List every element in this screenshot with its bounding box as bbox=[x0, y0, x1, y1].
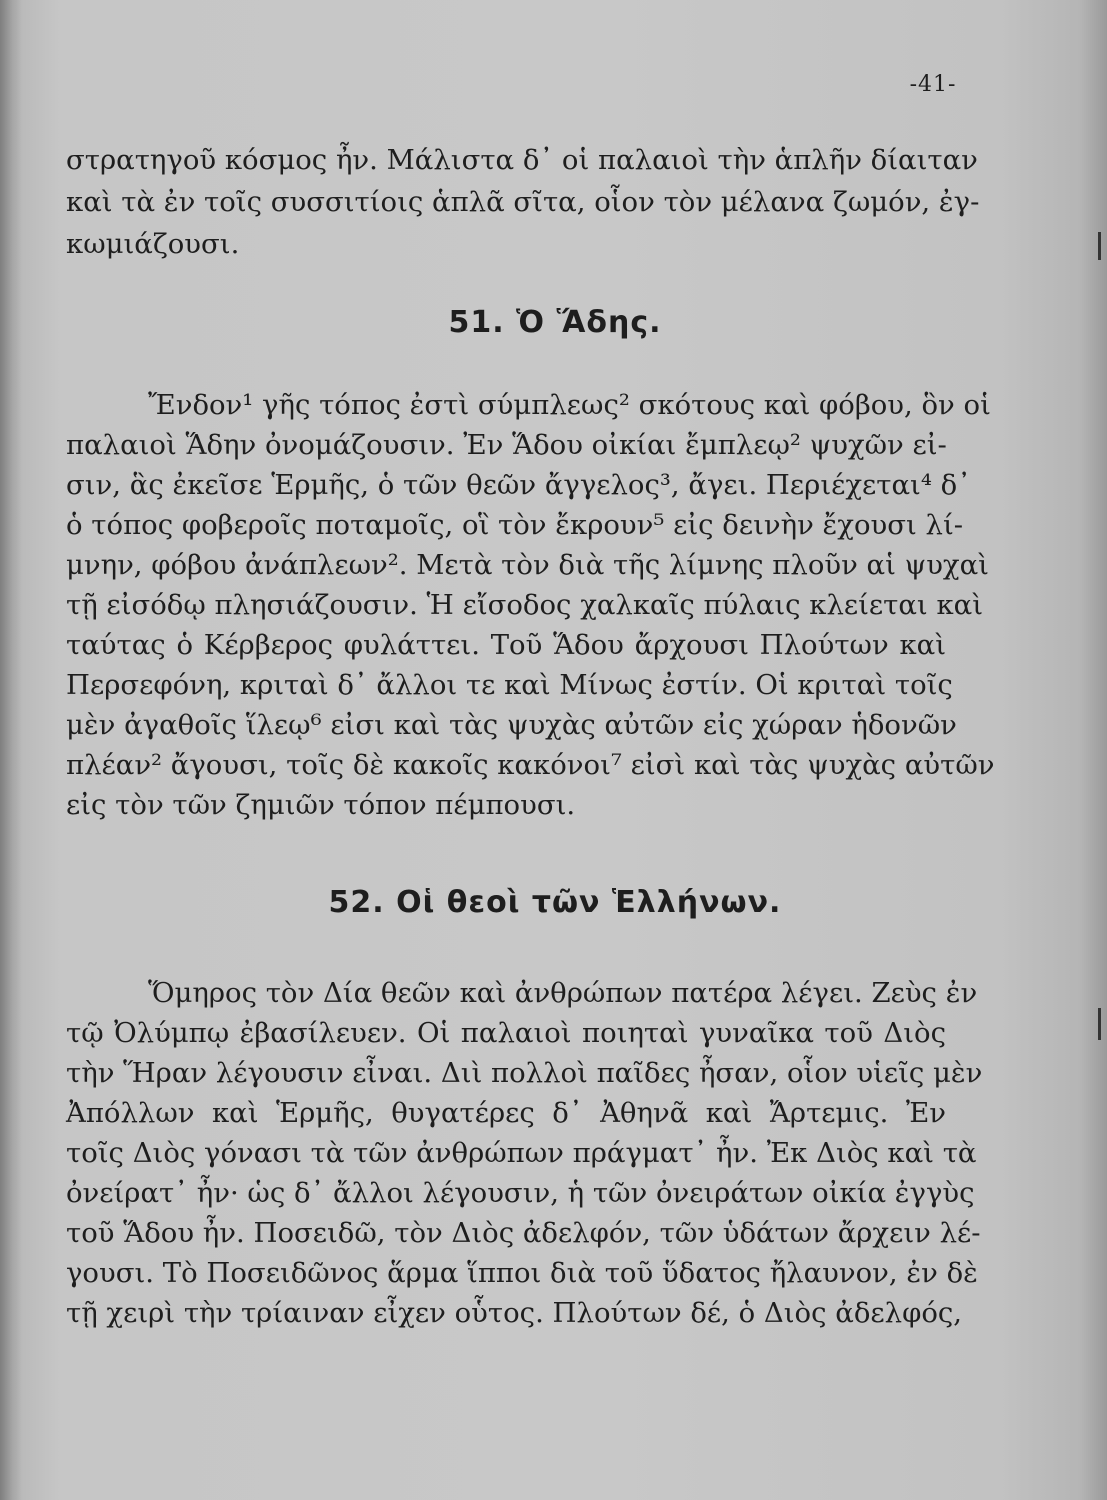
section-heading: 51. Ὁ Ἅδης. bbox=[448, 305, 662, 340]
text-line: τῇ εἰσόδῳ πλησιάζουσιν. Ἡ εἴσοδος χαλκαῖς πύλαις κλείεται καὶ bbox=[66, 589, 983, 621]
margin-mark bbox=[1098, 232, 1101, 260]
page-number: -41- bbox=[909, 72, 957, 97]
text-line: καὶ τὰ ἐν τοῖς συσσιτίοις ἁπλᾶ σῖτα, οἷον τὸν μέλανα ζωμόν, ἐγ- bbox=[66, 186, 980, 218]
text-line: ὀνείρατ᾽ ἦν· ὡς δ᾽ ἄλλοι λέγουσιν, ἡ τῶν ὀνειράτων οἰκία ἐγγὺς bbox=[66, 1177, 975, 1209]
text-line: τὴν Ἥραν λέγουσιν εἶναι. Διὶ πολλοὶ παῖδες ἦσαν, οἷον υἱεῖς μὲν bbox=[66, 1057, 983, 1089]
text-line: κωμιάζουσι. bbox=[66, 228, 240, 260]
text-line: εἰς τὸν τῶν ζημιῶν τόπον πέμπουσι. bbox=[66, 789, 576, 821]
text-line: Ὅμηρος τὸν Δία θεῶν καὶ ἀνθρώπων πατέρα λέγει. Ζεὺς ἐν bbox=[148, 977, 978, 1009]
text-line: ὁ τόπος φοβεροῖς ποταμοῖς, οἳ τὸν ἔκρουν⁵ εἰς δεινὴν ἔχουσι λί- bbox=[66, 509, 964, 541]
section-heading: 52. Οἱ θεοὶ τῶν Ἑλλήνων. bbox=[328, 885, 782, 920]
text-line: τῇ χειρὶ τὴν τρίαιναν εἶχεν οὗτος. Πλούτων δέ, ὁ Διὸς ἀδελφός, bbox=[66, 1297, 963, 1329]
margin-mark bbox=[1098, 1008, 1101, 1040]
text-line: Ἀπόλλων καὶ Ἑρμῆς, θυγατέρες δ᾽ Ἀθηνᾶ καὶ Ἄρτεμις. Ἐν bbox=[66, 1097, 946, 1129]
text-line: τοῦ Ἅδου ἦν. Ποσειδῶ, τὸν Διὸς ἀδελφόν, τῶν ὑδάτων ἄρχειν λέ- bbox=[66, 1217, 981, 1249]
text-line: ταύτας ὁ Κέρβερος φυλάττει. Τοῦ Ἅδου ἄρχουσι Πλούτων καὶ bbox=[66, 629, 946, 661]
text-line: μὲν ἀγαθοῖς ἵλεῳ⁶ εἰσι καὶ τὰς ψυχὰς αὐτῶν εἰς χώραν ἡδονῶν bbox=[66, 709, 957, 741]
text-line: στρατηγοῦ κόσμος ἦν. Μάλιστα δ᾽ οἱ παλαιοὶ τὴν ἁπλῆν δίαιταν bbox=[66, 144, 978, 176]
text-line: γουσι. Τὸ Ποσειδῶνος ἅρμα ἵπποι διὰ τοῦ ὕδατος ἤλαυνον, ἐν δὲ bbox=[66, 1257, 978, 1289]
text-line: μνην, φόβου ἀνάπλεων². Μετὰ τὸν διὰ τῆς λίμνης πλοῦν αἱ ψυχαὶ bbox=[66, 549, 989, 581]
text-line: Περσεφόνη, κριταὶ δ᾽ ἄλλοι τε καὶ Μίνως ἐστίν. Οἱ κριταὶ τοῖς bbox=[66, 669, 953, 701]
text-line: παλαιοὶ Ἅδην ὀνομάζουσιν. Ἐν Ἅδου οἰκίαι ἔμπλεῳ² ψυχῶν εἰ- bbox=[66, 429, 947, 461]
page-binding-edge bbox=[0, 0, 22, 1500]
text-line: πλέαν² ἄγουσι, τοῖς δὲ κακοῖς κακόνοι⁷ εἰσὶ καὶ τὰς ψυχὰς αὐτῶν bbox=[66, 749, 995, 781]
text-line: τοῖς Διὸς γόνασι τὰ τῶν ἀνθρώπων πράγματ᾽ ἦν. Ἐκ Διὸς καὶ τὰ bbox=[66, 1137, 977, 1169]
text-line: Ἔνδον¹ γῆς τόπος ἐστὶ σύμπλεως² σκότους καὶ φόβου, ὃν οἱ bbox=[148, 389, 991, 421]
text-line: τῷ Ὀλύμπῳ ἐβασίλευεν. Οἱ παλαιοὶ ποιηταὶ γυναῖκα τοῦ Διὸς bbox=[66, 1017, 946, 1049]
text-line: σιν, ἃς ἐκεῖσε Ἑρμῆς, ὁ τῶν θεῶν ἄγγελος³, ἄγει. Περιέχεται⁴ δ᾽ bbox=[66, 469, 971, 501]
